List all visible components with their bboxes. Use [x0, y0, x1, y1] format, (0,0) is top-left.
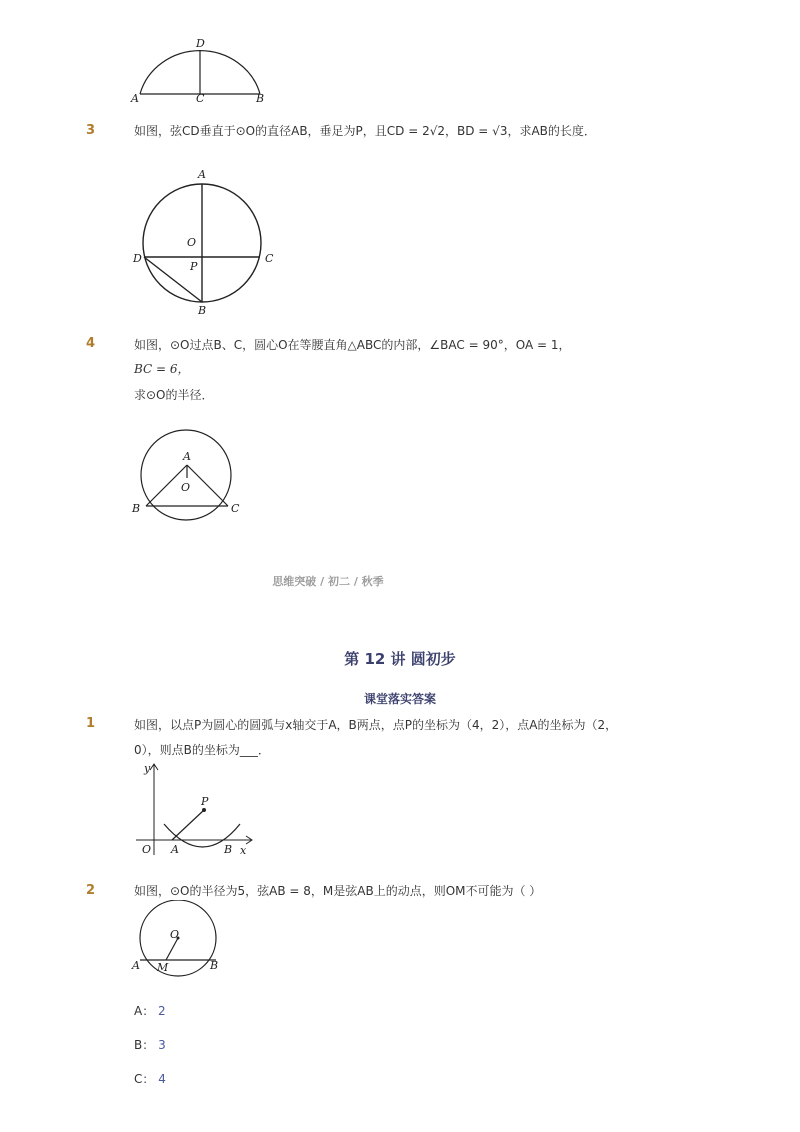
problem-1-line1: 如图，以点P为圆心的圆弧与x轴交于A，B两点，点P的坐标为（4，2），点A的坐标为（2， — [134, 718, 618, 732]
semicircle-figure — [128, 36, 268, 106]
label-C: C — [231, 502, 240, 515]
question-3-text: 如图，弦CD垂直于⊙O的直径AB，垂足为P，且CD = 2√2，BD = √3，求AB的长度． — [134, 124, 596, 138]
question-4-line2: BC = 6， — [134, 362, 190, 376]
choice-c-value: 4 — [158, 1072, 166, 1086]
label-C: C — [265, 252, 274, 265]
coordinate-arc-figure — [128, 760, 258, 860]
problem-1-line2: 0），则点B的坐标为___． — [134, 743, 270, 757]
chord-circle-figure — [128, 900, 228, 980]
question-number-3: 3 — [86, 123, 96, 138]
choice-a-label: A： — [134, 1004, 155, 1018]
label-P: P — [190, 260, 198, 273]
label-O: O — [181, 481, 191, 494]
problem-2-text: 如图，⊙O的半径为5，弦AB = 8，M是弦AB上的动点，则OM不可能为（ ） — [134, 884, 542, 898]
choice-b-label: B： — [134, 1038, 155, 1052]
choice-a[interactable] — [134, 1002, 166, 1019]
section-title: 课堂落实答案 — [363, 692, 436, 706]
label-O: O — [170, 928, 180, 941]
label-A: A — [198, 168, 206, 181]
label-B: B — [224, 843, 233, 856]
label-B: B — [132, 502, 141, 515]
label-A: A — [183, 450, 191, 463]
label-A: A — [132, 959, 140, 972]
problem-number-2: 2 — [86, 883, 96, 898]
lecture-title: 第 12 讲 圆初步 — [344, 650, 456, 668]
question-4-line3: 求⊙O的半径． — [134, 388, 214, 402]
q3-circle-figure — [130, 165, 280, 315]
label-B: B — [198, 304, 207, 315]
label-O: O — [187, 236, 197, 249]
choice-c-label: C： — [134, 1072, 155, 1086]
label-A: A — [171, 843, 179, 856]
label-y: y — [144, 762, 151, 775]
choice-c[interactable] — [134, 1070, 166, 1087]
choice-b-value: 3 — [158, 1038, 166, 1052]
choice-b[interactable] — [134, 1036, 166, 1053]
label-A: A — [131, 92, 139, 105]
label-B: B — [256, 92, 265, 105]
question-number-4: 4 — [86, 336, 96, 351]
problem-number-1: 1 — [86, 716, 96, 731]
label-O: O — [142, 843, 152, 856]
page-footer: 思维突破 / 初二 / 秋季 — [272, 575, 384, 588]
label-M: M — [157, 961, 169, 974]
question-4-line1: 如图，⊙O过点B、C，圆心O在等腰直角△ABC的内部，∠BAC = 90°，OA = 1， — [134, 338, 571, 352]
q4-circle-figure — [128, 428, 248, 523]
choice-a-value: 2 — [158, 1004, 166, 1018]
label-D: D — [196, 37, 205, 50]
label-D: D — [133, 252, 142, 265]
label-P: P — [201, 795, 209, 808]
label-x: x — [240, 844, 247, 857]
label-B: B — [210, 959, 219, 972]
label-C: C — [196, 92, 205, 105]
